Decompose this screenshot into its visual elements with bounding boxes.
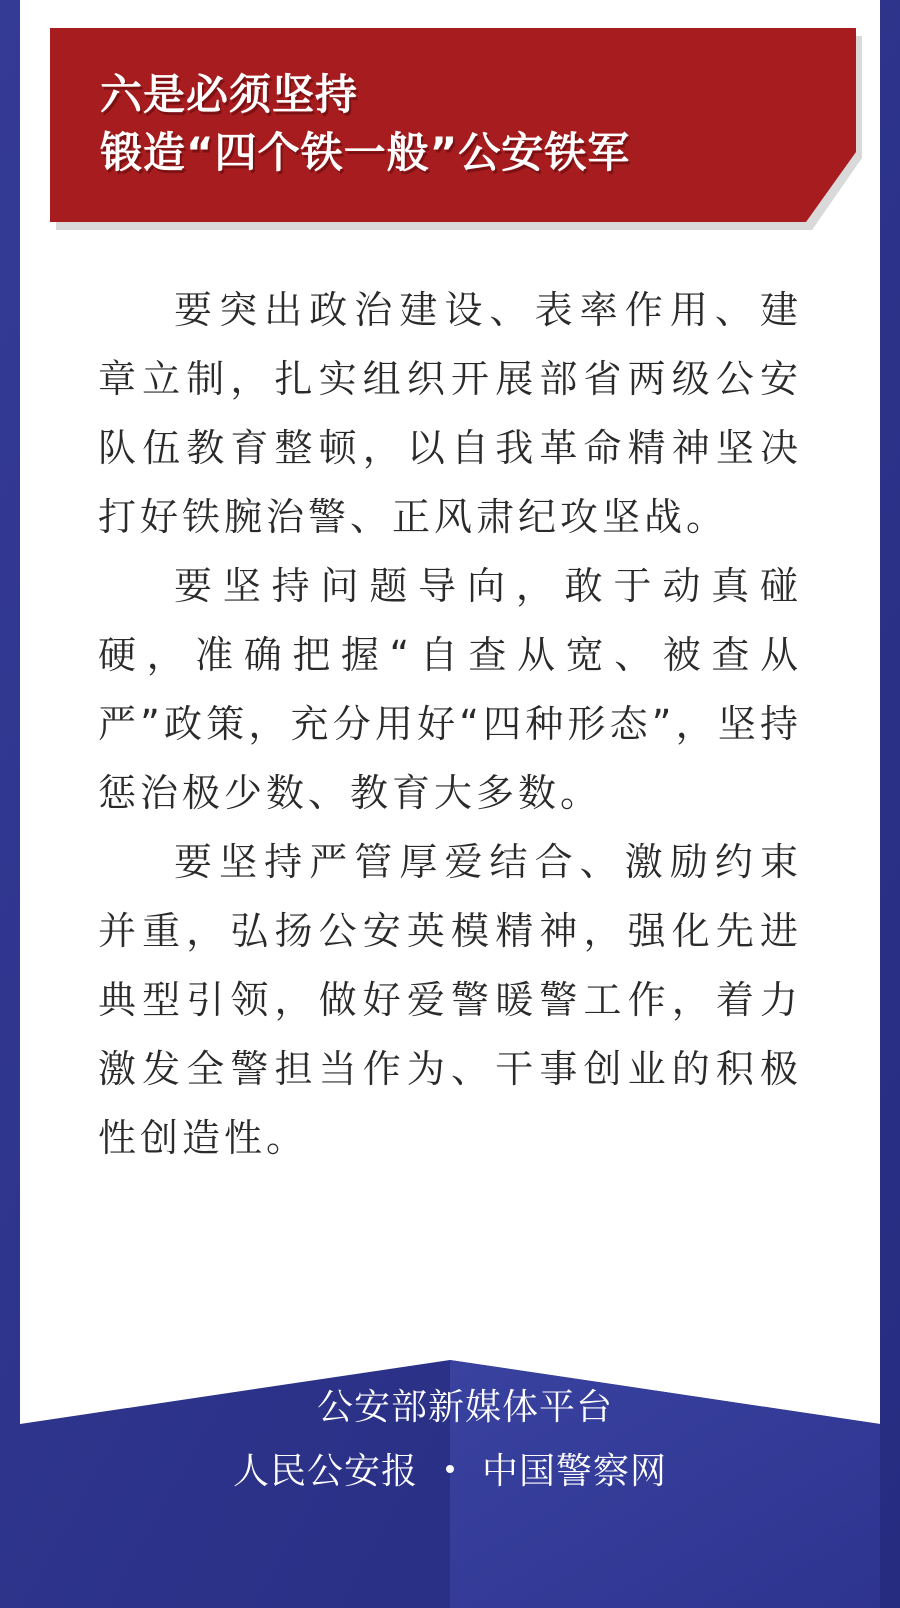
outlet-china-police-net: 中国警察网 — [482, 1451, 668, 1492]
paragraph-1: 要突出政治建设、表率作用、建章立制，扎实组织开展部省两级公安队伍教育整顿，以自我革命精神坚决打好铁腕治警、正风肃纪攻坚战。 — [98, 288, 802, 539]
title-line-1: 六是必须坚持 — [100, 70, 359, 119]
outlet-peoples-police-daily: 人民公安报 — [232, 1451, 418, 1492]
footer-outlets — [0, 1450, 900, 1494]
article-body — [98, 276, 802, 1173]
page-title — [100, 66, 800, 182]
footer-platform: 公安部新媒体平台 — [316, 1387, 613, 1428]
title-line-2: 锻造“四个铁一般”公安铁军 — [100, 128, 631, 177]
separator-dot-icon — [446, 1465, 454, 1473]
paragraph-2: 要坚持问题导向，敢于动真碰硬，准确把握“自查从宽、被查从严”政策，充分用好“四种形态”，坚持惩治极少数、教育大多数。 — [98, 564, 802, 815]
paragraph-3: 要坚持严管厚爱结合、激励约束并重，弘扬公安英模精神，强化先进典型引领，做好爱警暖警工作，着力激发全警担当作为、干事创业的积极性创造性。 — [98, 840, 802, 1160]
